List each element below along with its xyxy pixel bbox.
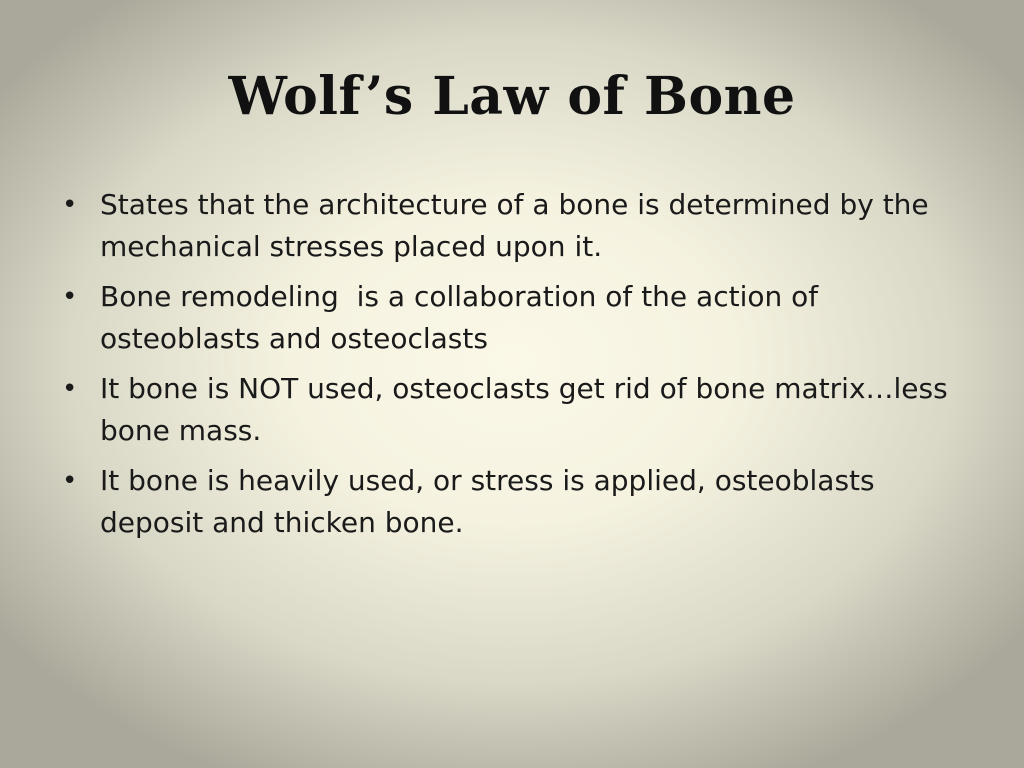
bullet-text: Bone remodeling is a collaboration of the action of osteoblasts and osteoclasts (100, 280, 828, 355)
bullet-icon: • (62, 190, 78, 220)
bullet-item (60, 460, 960, 544)
bullet-text: It bone is heavily used, or stress is applied, osteoblasts deposit and thicken bone. (100, 464, 875, 539)
bullet-icon: • (62, 282, 78, 312)
bullet-text: States that the architecture of a bone is determined by the mechanical stresses placed upon it. (100, 188, 929, 263)
bullet-icon: • (62, 466, 78, 496)
bullet-text: It bone is NOT used, osteoclasts get rid of bone matrix…less bone mass. (100, 372, 948, 447)
bullet-icon: • (62, 374, 78, 404)
bullet-item (60, 368, 960, 452)
bullet-list (60, 184, 960, 552)
slide-title: Wolf’s Law of Bone (228, 66, 796, 127)
bullet-item (60, 184, 960, 268)
bullet-item (60, 276, 960, 360)
